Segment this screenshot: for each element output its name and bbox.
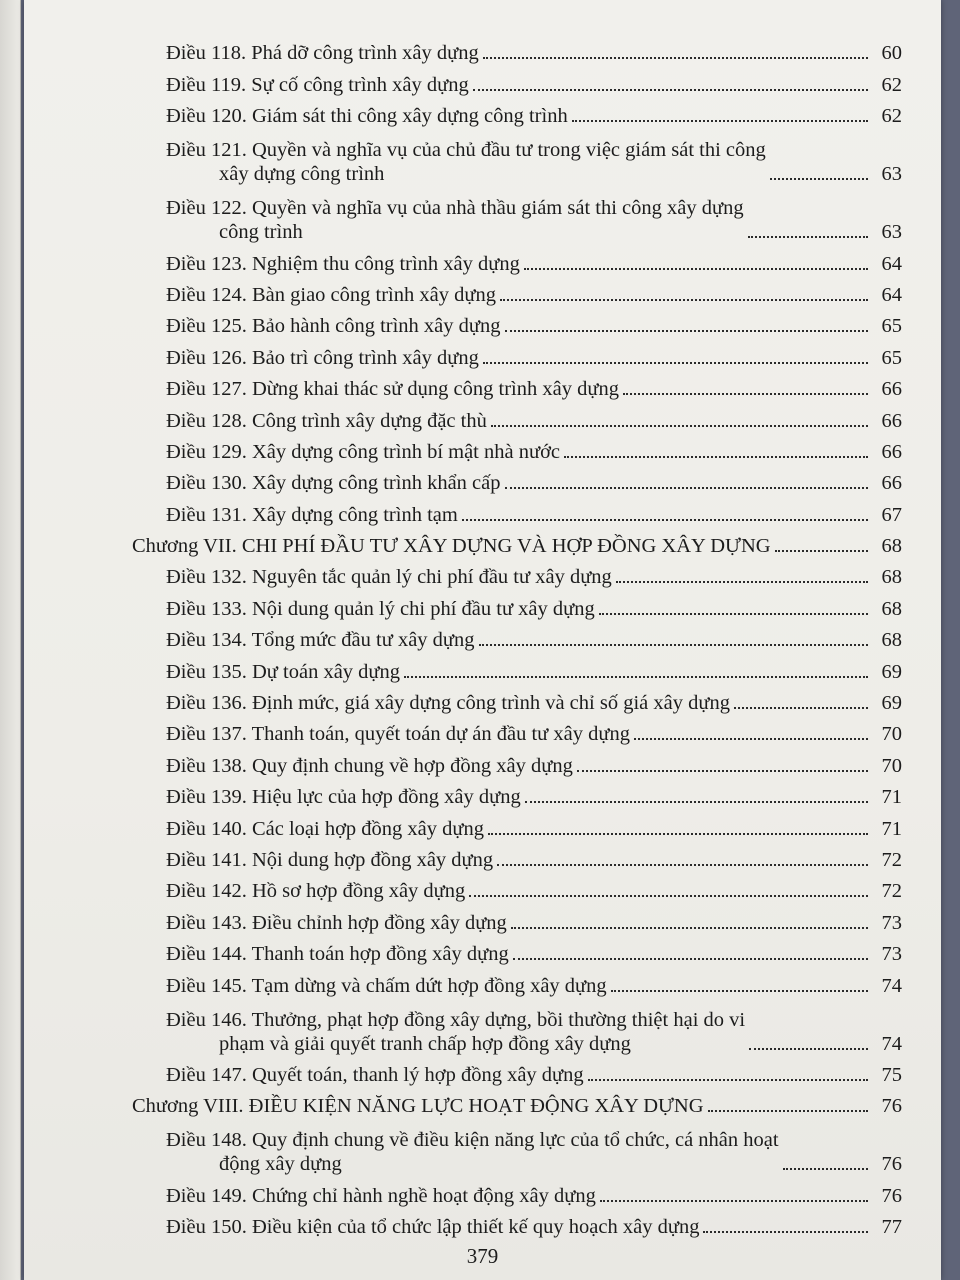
article-number: Điều 127. [166, 378, 247, 401]
chapter-title: CHI PHÍ ĐẦU TƯ XÂY DỰNG VÀ HỢP ĐỒNG XÂY DỰNG [241, 535, 771, 558]
article-title: Xây dựng công trình khẩn cấp [251, 472, 501, 495]
toc-article-entry [132, 244, 902, 275]
book-page [24, 0, 941, 1280]
toc-page-number: 60 [881, 42, 902, 65]
article-number: Điều 136. [166, 692, 247, 715]
article-number: Điều 139. [166, 786, 247, 809]
article-number: Điều 133. [166, 597, 247, 620]
dot-leader [623, 392, 868, 395]
toc-page-number: 65 [881, 315, 902, 338]
article-number: Điều 138. [166, 754, 247, 777]
article-title: Quyền và nghĩa vụ của chủ đầu tư trong việc giám sát thi công [251, 139, 766, 162]
toc-page-number: 62 [881, 105, 902, 128]
toc-article-entry [132, 903, 902, 934]
dot-leader [513, 957, 868, 960]
article-number: Điều 134. [166, 629, 247, 652]
dot-leader [511, 926, 868, 929]
toc-article-entry [132, 558, 902, 589]
toc-article-entry [132, 307, 902, 338]
toc-page-number: 75 [881, 1063, 902, 1086]
dot-leader [524, 267, 868, 270]
article-number: Điều 124. [166, 283, 247, 306]
toc-page-number: 73 [881, 911, 902, 934]
article-title: Thanh toán, quyết toán dự án đầu tư xây dựng [251, 723, 630, 746]
toc-article-entry [132, 652, 902, 683]
toc-page-number: 76 [881, 1095, 902, 1118]
toc-page-number: 66 [881, 440, 902, 463]
toc-page-number: 63 [881, 163, 902, 186]
toc-page-number: 68 [881, 597, 902, 620]
adjacent-page-edge [0, 0, 21, 1280]
dot-leader [572, 119, 868, 122]
article-number: Điều 120. [166, 105, 247, 128]
toc-article-entry [132, 338, 902, 369]
article-number: Điều 140. [166, 817, 247, 840]
toc-article-entry [132, 841, 902, 872]
dot-leader [577, 769, 868, 772]
dot-leader [479, 643, 868, 646]
toc-page-number: 64 [881, 283, 902, 306]
article-number: Điều 144. [166, 943, 247, 966]
toc-article-entry [132, 464, 902, 495]
article-number: Điều 121. [166, 139, 247, 162]
toc-article-entry [132, 495, 902, 526]
toc-article-entry [132, 1118, 902, 1176]
dot-leader [483, 56, 868, 59]
article-title: Điều chỉnh hợp đồng xây dựng [251, 911, 507, 934]
toc-page-number: 68 [881, 566, 902, 589]
toc-page-number: 66 [881, 472, 902, 495]
toc-page-number: 68 [881, 535, 902, 558]
toc-article-entry [132, 715, 902, 746]
dot-leader [473, 88, 868, 91]
dot-leader [600, 1199, 868, 1202]
article-title-continuation: phạm và giải quyết tranh chấp hợp đồng xây dựng [219, 1032, 631, 1055]
article-number: Điều 135. [166, 660, 247, 683]
article-number: Điều 148. [166, 1129, 247, 1152]
dot-leader [525, 800, 868, 803]
dot-leader [505, 486, 869, 489]
toc-page-number: 63 [881, 221, 902, 244]
article-title: Xây dựng công trình tạm [251, 503, 458, 526]
dot-leader [749, 1047, 868, 1050]
toc-chapter-entry [132, 527, 902, 558]
article-number: Điều 145. [166, 974, 247, 997]
toc-page-number: 70 [881, 754, 902, 777]
article-title: Chứng chỉ hành nghề hoạt động xây dựng [251, 1184, 596, 1207]
article-number: Điều 119. [166, 73, 247, 96]
toc-page-number: 70 [881, 723, 902, 746]
toc-article-entry [132, 746, 902, 777]
article-title: Nội dung quản lý chi phí đầu tư xây dựng [251, 597, 595, 620]
toc-page-number: 66 [881, 409, 902, 432]
article-number: Điều 143. [166, 911, 247, 934]
article-title: Các loại hợp đồng xây dựng [251, 817, 485, 840]
article-title: Công trình xây dựng đặc thù [251, 409, 487, 432]
toc-page-number: 65 [881, 346, 902, 369]
table-of-contents [132, 34, 902, 1239]
toc-page-number: 72 [881, 848, 902, 871]
toc-article-entry [132, 684, 902, 715]
article-number: Điều 122. [166, 197, 247, 220]
article-number: Điều 130. [166, 472, 247, 495]
dot-leader [505, 329, 868, 332]
article-title: Thưởng, phạt hợp đồng xây dựng, bồi thường thiệt hại do vi [251, 1008, 746, 1031]
toc-article-entry [132, 1176, 902, 1207]
toc-page-number: 74 [881, 974, 902, 997]
dot-leader [469, 894, 868, 897]
toc-article-entry [132, 1056, 902, 1087]
page-number: 379 [466, 1244, 499, 1268]
toc-article-entry [132, 998, 902, 1056]
toc-article-entry [132, 401, 902, 432]
dot-leader [491, 424, 868, 427]
article-title: Nội dung hợp đồng xây dựng [251, 848, 494, 871]
article-title-continuation: động xây dựng [219, 1153, 342, 1176]
dot-leader [488, 832, 868, 835]
article-number: Điều 146. [166, 1008, 247, 1031]
toc-page-number: 74 [881, 1032, 902, 1055]
toc-article-entry [132, 186, 902, 244]
toc-article-entry [132, 370, 902, 401]
dot-leader [497, 863, 868, 866]
article-number: Điều 150. [166, 1216, 247, 1239]
article-number: Điều 141. [166, 848, 247, 871]
toc-chapter-entry [132, 1087, 902, 1118]
toc-article-entry [132, 276, 902, 307]
dot-leader [611, 989, 868, 992]
article-title: Quyết toán, thanh lý hợp đồng xây dựng [251, 1063, 584, 1086]
dot-leader [775, 549, 868, 552]
toc-page-number: 71 [881, 817, 902, 840]
dot-leader [483, 361, 868, 364]
article-title: Thanh toán hợp đồng xây dựng [251, 943, 509, 966]
toc-article-entry [132, 128, 902, 186]
toc-article-entry [132, 433, 902, 464]
toc-page-number: 64 [881, 252, 902, 275]
article-title: Dừng khai thác sử dụng công trình xây dựng [251, 378, 619, 401]
toc-article-entry [132, 966, 902, 997]
toc-page-number: 76 [881, 1184, 902, 1207]
dot-leader [734, 706, 868, 709]
toc-page-number: 66 [881, 378, 902, 401]
article-number: Điều 132. [166, 566, 247, 589]
article-title: Bảo hành công trình xây dựng [251, 315, 501, 338]
article-title-continuation: xây dựng công trình [219, 163, 385, 186]
article-title: Nghiệm thu công trình xây dựng [251, 252, 520, 275]
article-title: Giám sát thi công xây dựng công trình [251, 105, 568, 128]
article-number: Điều 137. [166, 723, 247, 746]
chapter-number: Chương VIII. [132, 1095, 244, 1118]
toc-article-entry [132, 872, 902, 903]
toc-article-entry [132, 778, 902, 809]
toc-page-number: 76 [881, 1153, 902, 1176]
dot-leader [564, 455, 868, 458]
article-title: Dự toán xây dựng [251, 660, 401, 683]
dot-leader [703, 1230, 868, 1233]
dot-leader [599, 612, 868, 615]
toc-article-entry [132, 97, 902, 128]
toc-article-entry [132, 621, 902, 652]
article-number: Điều 128. [166, 409, 247, 432]
article-title: Hiệu lực của hợp đồng xây dựng [251, 786, 521, 809]
dot-leader [588, 1078, 868, 1081]
dot-leader [500, 298, 868, 301]
article-number: Điều 142. [166, 880, 247, 903]
article-title: Quy định chung về điều kiện năng lực của tổ chức, cá nhân hoạt [251, 1129, 779, 1152]
toc-article-entry [132, 1208, 902, 1239]
article-number: Điều 147. [166, 1063, 247, 1086]
chapter-number: Chương VII. [132, 535, 237, 558]
article-number: Điều 125. [166, 315, 247, 338]
article-title: Quyền và nghĩa vụ của nhà thầu giám sát thi công xây dựng [251, 197, 744, 220]
article-title: Định mức, giá xây dựng công trình và chỉ số giá xây dựng [251, 692, 730, 715]
article-title: Quy định chung về hợp đồng xây dựng [251, 754, 573, 777]
toc-page-number: 69 [881, 692, 902, 715]
toc-page-number: 73 [881, 943, 902, 966]
dot-leader [708, 1109, 868, 1112]
article-title: Bàn giao công trình xây dựng [251, 283, 496, 306]
dot-leader [404, 675, 868, 678]
toc-article-entry [132, 935, 902, 966]
toc-page-number: 68 [881, 629, 902, 652]
dot-leader [783, 1167, 868, 1170]
dot-leader [462, 518, 868, 521]
article-title: Xây dựng công trình bí mật nhà nước [251, 440, 561, 463]
article-number: Điều 118. [166, 42, 247, 65]
article-title: Hồ sơ hợp đồng xây dựng [251, 880, 466, 903]
toc-article-entry [132, 34, 902, 65]
article-title: Tạm dừng và chấm dứt hợp đồng xây dựng [251, 974, 607, 997]
dot-leader [634, 737, 868, 740]
toc-article-entry [132, 65, 902, 96]
article-number: Điều 131. [166, 503, 247, 526]
toc-article-entry [132, 809, 902, 840]
toc-page-number: 72 [881, 880, 902, 903]
toc-page-number: 69 [881, 660, 902, 683]
article-number: Điều 149. [166, 1184, 247, 1207]
article-number: Điều 129. [166, 440, 247, 463]
article-title: Điều kiện của tổ chức lập thiết kế quy hoạch xây dựng [251, 1216, 700, 1239]
toc-page-number: 67 [881, 503, 902, 526]
article-title: Phá dỡ công trình xây dựng [251, 42, 479, 65]
article-title: Bảo trì công trình xây dựng [251, 346, 479, 369]
dot-leader [770, 177, 868, 180]
dot-leader [616, 580, 868, 583]
toc-page-number: 62 [881, 73, 902, 96]
article-number: Điều 123. [166, 252, 247, 275]
chapter-title: ĐIỀU KIỆN NĂNG LỰC HOẠT ĐỘNG XÂY DỰNG [248, 1095, 704, 1118]
article-title: Sự cố công trình xây dựng [251, 73, 469, 96]
toc-page-number: 71 [881, 786, 902, 809]
dot-leader [748, 235, 868, 238]
toc-article-entry [132, 589, 902, 620]
article-title: Nguyên tắc quản lý chi phí đầu tư xây dựng [251, 566, 612, 589]
article-title: Tổng mức đầu tư xây dựng [251, 629, 475, 652]
article-title-continuation: công trình [219, 221, 303, 244]
toc-page-number: 77 [881, 1216, 902, 1239]
article-number: Điều 126. [166, 346, 247, 369]
